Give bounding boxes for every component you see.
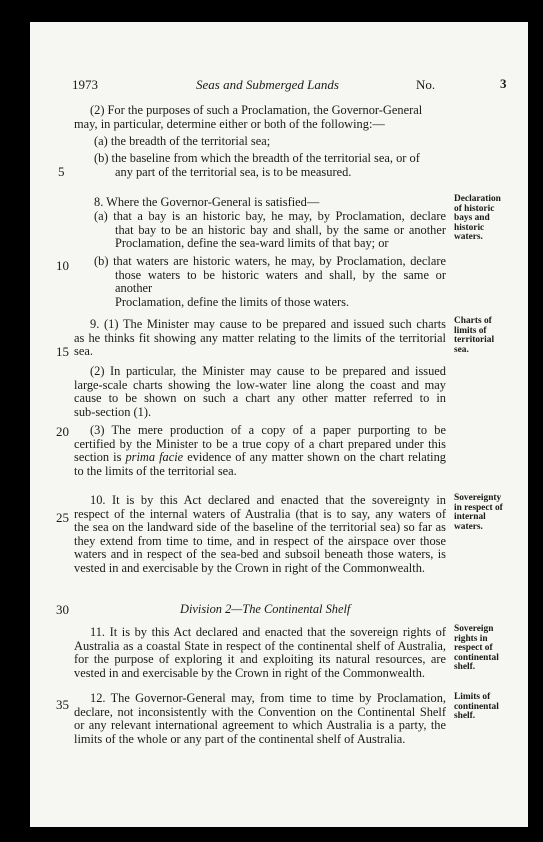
s9-3-line [74,451,446,465]
s8-b-line-1: (b) that waters are historic waters, he may, by Proclamation, declare [94,254,446,268]
s9-margin-line: Charts of [454,316,492,326]
s12-line: 12. The Governor-General may, from time to time by Proclamation, [90,691,446,705]
s7-2-line-2: may, in particular, determine either or both of the following:— [74,117,385,131]
s12-line: or any relevant international agreement to which Australia is a party, the [74,718,446,733]
line-number-20: 20 [56,424,69,439]
s10-margin-line: internal [454,512,486,523]
s8-margin-line: Declaration [454,194,501,204]
line-number-15: 15 [56,344,69,359]
s9-1 [74,318,446,359]
s10-line: the sea on the landward side of the baseline of the territorial sea) so far as [74,520,446,535]
s12-margin-line: Limits of [454,692,491,702]
s9-2-line: (2) In particular, the Minister may cause to be prepared and issued [90,364,446,378]
header-no-label: No. [416,77,436,92]
s8-b-line-2: those waters to be historic waters and shall, by the same or another [115,267,446,296]
s8-marginal-note [454,195,501,243]
s8-margin-line: bays and [454,213,490,224]
s11-margin-line: shelf. [454,662,476,673]
s8-a-line-3: Proclamation, define the sea-ward limits of that bay; or [115,236,389,251]
s7-2-para-b-line-1: (b) the baseline from which the breadth of the territorial sea, or of [94,151,420,165]
s9-2-line: sub-section (1). [74,404,152,419]
s8-margin-line: historic [454,222,485,233]
s10-margin-line: in respect of [454,502,503,513]
s8-margin-line: of historic [454,203,495,214]
line-number-5: 5 [58,164,65,179]
s9-marginal-note [454,317,494,355]
s10-margin-line: Sovereignty [454,493,502,503]
s9-3-text: evidence of any matter shown on the chart relating [187,450,446,465]
s10-line: respect of the internal waters of Australia (that is to say, any waters of [74,506,446,521]
s10-margin-line: waters. [454,521,483,532]
s10-line: waters and in respect of the sea-bed and subsoil beneath those waters, is [74,547,446,562]
s12-line: limits of the whole or any part of the continental shelf of Australia. [74,731,406,746]
s11-line: for the purpose of exploring it and exploiting its natural resources, are [74,652,446,667]
s11-margin-line: rights in [454,633,488,644]
s11-margin-line: Sovereign [454,624,494,634]
line-number-25: 25 [56,510,69,525]
s11-line: vested in and exercisable by the Crown in right of the Commonwealth. [74,665,425,680]
s10-line: 10. It is by this Act declared and enacted that the sovereignty in [90,493,446,507]
header-title: Seas and Submerged Lands [196,77,339,92]
s8-margin-line: waters. [454,232,483,243]
s10-marginal-note [454,494,503,532]
s8-para-a [94,210,446,251]
division-heading: Division 2—The Continental Shelf [180,602,351,616]
s9-2-line: cause to be shown on such a chart any other matter referred to in [74,391,446,406]
s8-lead: 8. Where the Governor-General is satisfied— [94,195,320,209]
s7-2-para-a: (a) the breadth of the territorial sea; [94,134,271,148]
s10-line: vested in and exercisable by the Crown in right of the Commonwealth. [74,560,425,575]
s8-a-line-2: that bay to be an historic bay and shall, by the same or another [115,222,446,237]
s9-3-line: certified by the Minister to be a true copy of a chart prepared under this [74,436,446,451]
s9-3-italic-term: prima facie [125,450,184,465]
page-number: 3 [500,76,507,91]
s9-3-line: (3) The mere production of a copy of a paper purporting to be [90,423,446,437]
s8-para-b [94,255,446,309]
s11-margin-line: respect of [454,643,493,654]
s9-3-line: to the limits of the territorial sea. [74,463,237,478]
line-number-10: 10 [56,258,69,273]
s12-margin-line: shelf. [454,711,476,722]
s9-margin-line: sea. [454,344,469,355]
s9-3-text: section is [74,450,122,465]
s11 [74,626,446,680]
s7-2-para-b-line-2: any part of the territorial sea, is to be measured. [115,165,352,179]
s9-1-line: as he thinks fit showing any matter relating to the limits of the territorial [74,330,446,345]
s12-line: declare, not inconsistently with the Convention on the Continental Shelf [74,704,446,719]
s11-line: 11. It is by this Act declared and enacted that the sovereign rights of [90,625,446,639]
s12 [74,692,446,746]
s9-margin-line: limits of [454,325,487,336]
s12-marginal-note [454,693,499,722]
line-number-30: 30 [56,602,69,617]
line-number-35: 35 [56,697,69,712]
s9-margin-line: territorial [454,335,495,346]
header-year: 1973 [72,77,98,92]
s11-marginal-note [454,625,499,673]
s10 [74,494,446,576]
s7-2-line-1: (2) For the purposes of such a Proclamation, the Governor-General [90,103,423,117]
s8-b-line-3: Proclamation, define the limits of those waters. [115,294,349,309]
s9-3 [74,424,446,478]
s9-2-line: large-scale charts showing the low-water line along the coast and may [74,377,446,392]
s9-1-line: sea. [74,344,93,359]
s11-line: Australia as a coastal State in respect of the continental shelf of Australia, [74,638,446,653]
s10-line: they extend from time to time, and in respect of the airspace over those [74,533,446,548]
s12-margin-line: continental [454,701,499,712]
s11-margin-line: continental [454,652,499,663]
s9-2 [74,365,446,419]
s9-1-line: 9. (1) The Minister may cause to be prepared and issued such charts [90,317,446,331]
s8-a-line-1: (a) that a bay is an historic bay, he may, by Proclamation, declare [94,209,446,223]
